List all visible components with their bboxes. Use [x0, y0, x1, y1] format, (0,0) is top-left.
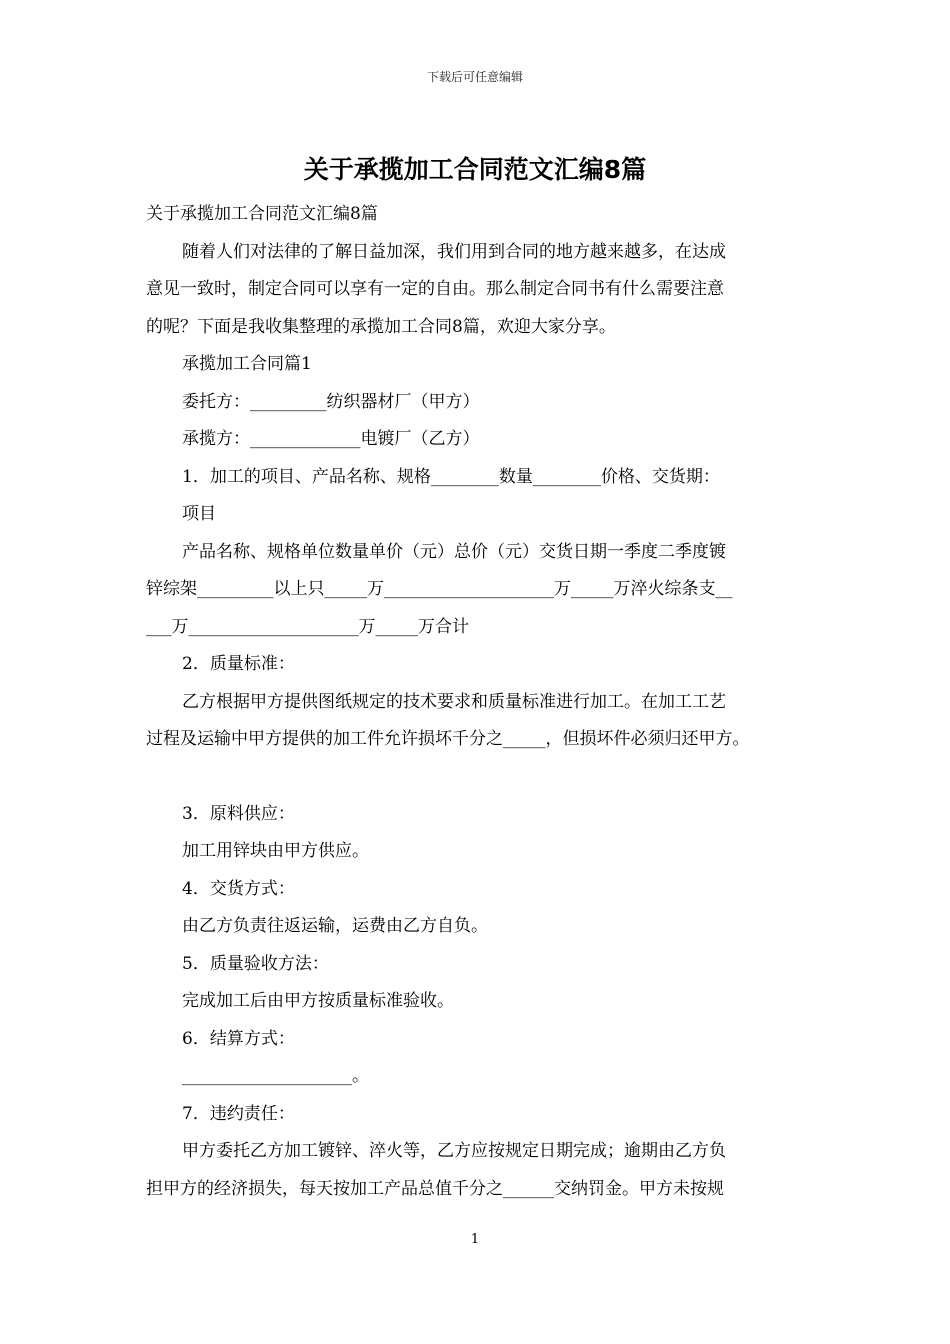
clause-7-heading: 7．违约责任：: [182, 1103, 295, 1124]
party-b-line: 承揽方：_____________电镀厂（乙方）: [182, 429, 480, 449]
table-text-line-3: ___万____________________万_____万合计: [146, 616, 469, 637]
clause-2-text-line-2: 过程及运输中甲方提供的加工件允许损坏千分之_____，但损坏件必须归还甲方。: [146, 729, 750, 749]
clause-7-text-line-2: 担甲方的经济损失，每天按加工产品总值千分之______交纳罚金。甲方未按规: [146, 1178, 724, 1199]
clause-4-text: 由乙方负责往返运输，运费由乙方自负。: [182, 916, 488, 936]
clause-2-heading: 2．质量标准：: [182, 654, 295, 674]
document-body: [146, 196, 816, 1208]
subtitle: 关于承揽加工合同范文汇编8篇: [146, 204, 378, 224]
party-a-line: 委托方：_________纺织器材厂（甲方）: [182, 391, 480, 412]
clause-1-heading: 1．加工的项目、产品名称、规格________数量________价格、交货期：: [182, 466, 720, 487]
clause-3-text: 加工用锌块由甲方供应。: [182, 841, 369, 861]
intro-line-3: 的呢？下面是我收集整理的承揽加工合同8篇，欢迎大家分享。: [146, 316, 616, 337]
document-title: 关于承揽加工合同范文汇编8篇: [303, 155, 647, 184]
clause-4-heading: 4．交货方式：: [182, 878, 295, 899]
contract-heading: 承揽加工合同篇1: [182, 354, 312, 374]
clause-3-heading: 3．原料供应：: [182, 803, 295, 824]
intro-line-1: 随着人们对法律的了解日益加深，我们用到合同的地方越来越多，在达成: [182, 241, 726, 262]
page-header-note: 下载后可任意编辑: [426, 70, 523, 84]
clause-6-text: ____________________。: [182, 1066, 369, 1086]
clause-7-text-line-1: 甲方委托乙方加工镀锌、淬火等，乙方应按规定日期完成；逾期由乙方负: [182, 1141, 726, 1161]
clause-5-heading: 5．质量验收方法：: [182, 953, 329, 974]
clause-5-text: 完成加工后由甲方按质量标准验收。: [182, 991, 454, 1011]
clause-1-subheading: 项目: [182, 504, 216, 524]
intro-line-2: 意见一致时，制定合同可以享有一定的自由。那么制定合同书有什么需要注意: [146, 279, 724, 299]
page-number: 1: [470, 1232, 480, 1247]
clause-2-text-line-1: 乙方根据甲方提供图纸规定的技术要求和质量标准进行加工。在加工工艺: [182, 691, 726, 712]
table-text-line-2: 锌综架_________以上只_____万____________________万_____万淬火综条支__: [146, 579, 733, 599]
paragraph-gap: [146, 759, 816, 796]
table-text-line-1: 产品名称、规格单位数量单价（元）总价（元）交货日期一季度二季度镀: [182, 541, 726, 562]
clause-6-heading: 6．结算方式：: [182, 1028, 295, 1049]
